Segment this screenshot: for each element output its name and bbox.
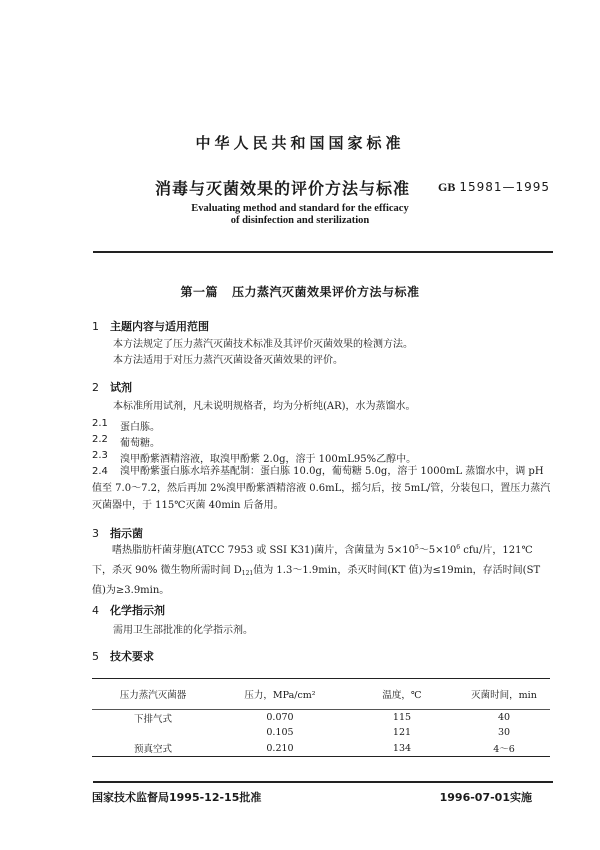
item-2-2-text: 葡萄糖。 (120, 438, 160, 449)
section-1-paragraph-2: 本方法适用于对压力蒸汽灭菌设备灭菌效果的评价。 (113, 355, 343, 366)
footer-divider (93, 781, 553, 783)
section-5-heading: 5 技术要求 (92, 650, 154, 663)
table-row: 0.105 121 30 (266, 727, 511, 738)
english-title (0, 203, 600, 227)
item-2-4-number: 2.4 (92, 466, 108, 477)
table-header-row (92, 679, 550, 710)
item-2-2-number: 2.2 (92, 434, 108, 445)
part-label: 第一篇 (180, 285, 218, 299)
national-standard-heading: 中华人民共和国国家标准 (195, 134, 405, 152)
column-header-pressure: 压力，MPa/cm² (214, 679, 346, 710)
item-2-1-text: 蛋白胨。 (120, 422, 160, 433)
approval-date: 国家技术监督局1995-12-15批准 (92, 791, 262, 804)
column-header-sterilizer: 压力蒸汽灭菌器 (92, 679, 214, 710)
section-1-heading: 1 主题内容与适用范围 (92, 320, 209, 333)
item-2-3-number: 2.3 (92, 450, 108, 461)
item-2-3-text: 溴甲酚紫酒精溶液，取溴甲酚紫 2.0g，溶于 100mL95%乙醇中。 (120, 454, 417, 465)
document-title: 消毒与灭菌效果的评价方法与标准 (155, 179, 411, 198)
section-1-paragraph-1: 本方法规定了压力蒸汽灭菌技术标准及其评价灭菌效果的检测方法。 (113, 339, 413, 350)
standard-number: 15981—1995 (459, 180, 551, 194)
standard-code (438, 180, 550, 195)
section-2-intro: 本标准所用试剂，凡未说明规格者，均为分析纯(AR)，水为蒸馏水。 (113, 401, 416, 412)
english-title-line-2: of disinfection and sterilization (230, 215, 370, 226)
english-title-line-1: Evaluating method and standard for the efficacy (191, 203, 409, 214)
item-2-4-text: 溴甲酚紫蛋白胨水培养基配制：蛋白胨 10.0g，葡萄糖 5.0g，溶于 1000mL 蒸馏水中，调 pH 值至 7.0～7.2，然后再加 2%溴甲酚紫酒精溶液 0.6mL，摇匀后，按 5mL/管，分装包口，置压力蒸汽灭菌器中，于 115℃灭菌 40min 后备用。 (92, 466, 551, 511)
column-header-time: 灭菌时间，min (458, 679, 550, 710)
column-header-temperature: 温度，℃ (346, 679, 458, 710)
technical-requirements-table (92, 678, 550, 757)
standard-prefix: GB (438, 180, 456, 194)
item-2-1-number: 2.1 (92, 418, 108, 429)
part-heading: 压力蒸汽灭菌效果评价方法与标准 (232, 285, 420, 299)
part-title (0, 283, 600, 300)
section-2-heading: 2 试剂 (92, 381, 132, 394)
effective-date: 1996-07-01实施 (439, 791, 532, 804)
section-4-paragraph: 需用卫生部批准的化学指示剂。 (113, 625, 253, 636)
table-row: 预真空式 0.210 134 4～6 (92, 740, 550, 757)
header-divider (93, 251, 553, 253)
section-4-heading: 4 化学指示剂 (92, 604, 165, 617)
section-3-paragraph: 嗜热脂肪杆菌芽胞(ATCC 7953 或 SSI K31)菌片，含菌量为 $5\times 10^5\sim 5\times 10^6$ cfu/片，121℃下，杀灭 90% 微生物所需时间 $D_{121}$值为 1.3～1.9min，杀灭时间(KT 值)为≤19min，存活时间(ST 值)为≥3.9min。 (92, 544, 541, 596)
table-row: 下排气式 0.070 115 40 (133, 712, 511, 725)
section-3-heading: 3 指示菌 (92, 527, 143, 540)
